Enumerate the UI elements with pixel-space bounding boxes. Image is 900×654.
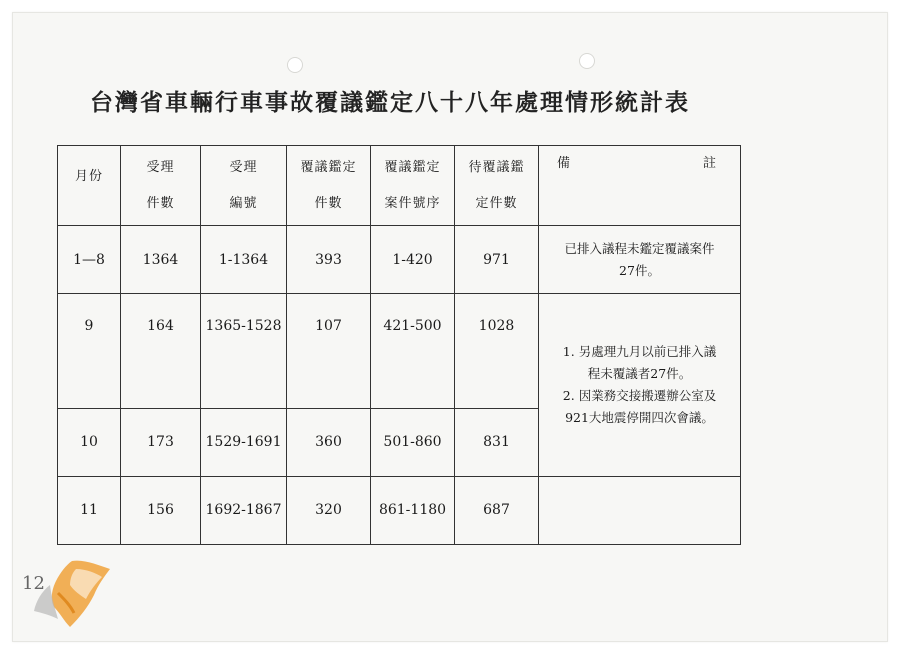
cell-received-count: 164 xyxy=(121,294,201,408)
cell-pending-count: 831 xyxy=(455,408,539,476)
cell-pending-count: 1028 xyxy=(455,294,539,408)
taiwan-map-icon xyxy=(14,555,124,635)
cell-received-numbers: 1529-1691 xyxy=(201,408,287,476)
cell-month: 9 xyxy=(58,294,121,408)
cell-reviewed-numbers: 421-500 xyxy=(371,294,455,408)
header-remarks: 備 註 xyxy=(539,146,741,226)
cell-reviewed-numbers: 501-860 xyxy=(371,408,455,476)
cell-month: 1—8 xyxy=(58,226,121,294)
document-title: 台灣省車輛行車事故覆議鑑定八十八年處理情形統計表 xyxy=(90,89,690,116)
table-row xyxy=(58,294,741,408)
cell-remarks: 已排入議程未鑑定覆議案件 27件。 xyxy=(539,226,741,294)
cell-reviewed-count: 360 xyxy=(287,408,371,476)
header-reviewed-count: 覆議鑑定 件數 xyxy=(287,146,371,226)
header-received-numbers: 受理 編號 xyxy=(201,146,287,226)
cell-reviewed-count: 320 xyxy=(287,476,371,544)
cell-remarks xyxy=(539,476,741,544)
table-header-row xyxy=(58,146,741,226)
cell-remarks: 1. 另處理九月以前已排入議 程未覆議者27件。 2. 因業務交接搬遷辦公室及 921大地震停開四次會議。 xyxy=(539,294,741,476)
punch-hole-right xyxy=(579,53,595,69)
header-pending-count: 待覆議鑑 定件數 xyxy=(455,146,539,226)
cell-pending-count: 971 xyxy=(455,226,539,294)
cell-reviewed-count: 393 xyxy=(287,226,371,294)
header-reviewed-numbers: 覆議鑑定 案件號序 xyxy=(371,146,455,226)
cell-month: 11 xyxy=(58,476,121,544)
cell-received-count: 1364 xyxy=(121,226,201,294)
table-row xyxy=(58,226,741,294)
cell-reviewed-numbers: 1-420 xyxy=(371,226,455,294)
header-received-count: 受理 件數 xyxy=(121,146,201,226)
punch-hole-left xyxy=(287,57,303,73)
cell-reviewed-count: 107 xyxy=(287,294,371,408)
cell-pending-count: 687 xyxy=(455,476,539,544)
cell-received-numbers: 1-1364 xyxy=(201,226,287,294)
archive-logo xyxy=(14,555,124,635)
cell-received-count: 156 xyxy=(121,476,201,544)
table-row xyxy=(58,476,741,544)
header-month: 月份 xyxy=(58,146,121,226)
cell-reviewed-numbers: 861-1180 xyxy=(371,476,455,544)
statistics-table xyxy=(57,145,741,545)
page-number: 12 xyxy=(22,573,45,594)
cell-month: 10 xyxy=(58,408,121,476)
cell-received-count: 173 xyxy=(121,408,201,476)
cell-received-numbers: 1692-1867 xyxy=(201,476,287,544)
cell-received-numbers: 1365-1528 xyxy=(201,294,287,408)
